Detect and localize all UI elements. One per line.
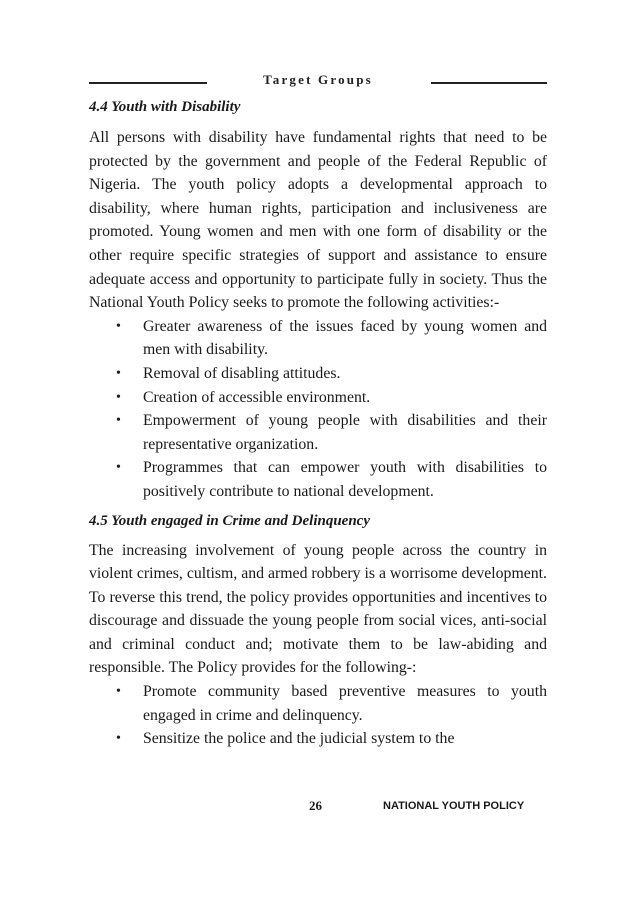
section-heading-youth-crime-delinquency: 4.5 Youth engaged in Crime and Delinquency — [89, 512, 371, 529]
header-title: Target Groups — [263, 72, 373, 87]
bullet-icon: • — [116, 460, 121, 476]
list-item: • Greater awareness of the issues faced by young women and men with disability. — [89, 315, 547, 362]
section-heading-youth-with-disability: 4.4 Youth with Disability — [89, 99, 241, 115]
bullet-list-crime — [89, 680, 547, 751]
list-item: • Programmes that can empower youth with disabilities to positively contribute to national development. — [89, 456, 547, 503]
list-item: • Promote community based preventive measures to youth engaged in crime and delinquency. — [89, 680, 547, 727]
list-item: • Empowerment of young people with disabilities and their representative organization. — [89, 409, 547, 456]
section-paragraph-crime: The increasing involvement of young people across the country in violent crimes, cultism, and armed robbery is a worrisome development. To reverse this trend, the policy provides opportunities and incentives to discourage and dissuade the young people from social vices, anti-social and criminal conduct and; motivate them to be law-abiding and responsible. The Policy provides for the following-: — [89, 541, 547, 677]
bullet-list-disability — [89, 315, 547, 504]
page-body — [89, 96, 547, 751]
section-paragraph-disability: All persons with disability have fundamental rights that need to be protected by the government and people of the Federal Republic of Nigeria. The youth policy adopts a developmental approach to disability, where human rights, participation and inclusiveness are promoted. Young women and men with one form of disability or the other require specific strategies of support and assistance to ensure adequate access and opportunity to participate fully in society. Thus the National Youth Policy seeks to promote the following activities:- — [89, 129, 547, 312]
bullet-icon: • — [116, 413, 121, 429]
bullet-icon: • — [116, 731, 121, 747]
bullet-icon: • — [116, 318, 121, 334]
bullet-icon: • — [116, 365, 121, 381]
bullet-icon: • — [116, 684, 121, 700]
footer-document-title: NATIONAL YOUTH POLICY — [383, 800, 525, 812]
list-item: • Removal of disabling attitudes. — [89, 362, 547, 386]
header-rule-right — [431, 82, 547, 84]
bullet-icon: • — [116, 389, 121, 405]
page-number: 26 — [309, 798, 322, 813]
list-item: • Sensitize the police and the judicial system to the — [89, 727, 547, 751]
page-footer — [0, 798, 638, 818]
running-header — [89, 72, 547, 90]
list-item: • Creation of accessible environment. — [89, 386, 547, 410]
